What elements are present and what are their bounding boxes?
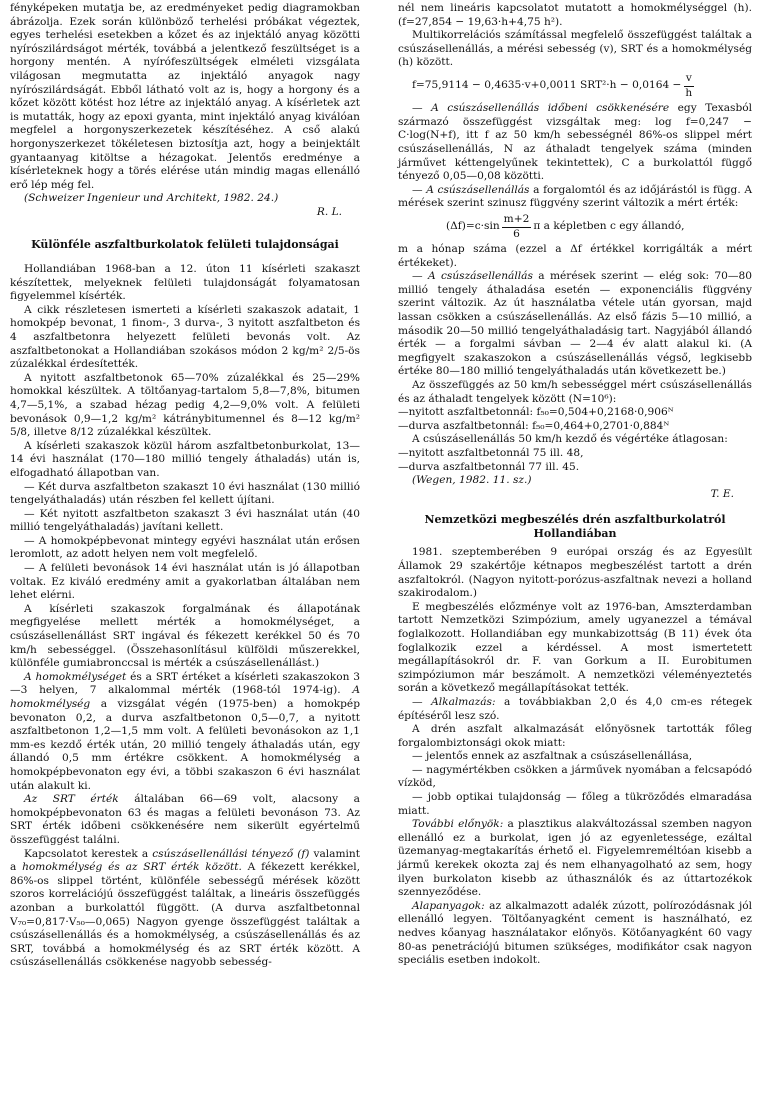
article2-para-homok — [10, 671, 360, 793]
right-column — [398, 2, 752, 968]
formula-numerator: v — [684, 72, 694, 87]
formula-line: —durva aszfaltbetonnál: f₅₀=0,464+0,2701·0,884ᴺ — [398, 419, 670, 432]
article2-cont: Az összefüggés az 50 km/h sebességgel mért csúszásellenállás és az áthaladt tengelyek között (N=10⁶): — [398, 379, 752, 405]
text: a forgalomtól és az időjárástól is függ. A mérések szerint szinusz függvény szerint változik a mért érték: — [398, 183, 752, 210]
article3-para: 1981. szeptemberében 9 európai ország és az Egyesült Államok 29 szakértője kétnapos megbeszélést tartott a drén aszfaltokról. (Nagyon nyitott-porózus-aszfaltnak nevezi a holland szakirodalom.) — [398, 546, 752, 600]
article2-para: — A felületi bevonások 14 évi használat után is jó állapotban voltak. Ez kiváló eredmény amit a gyakorlatban általában nem lehet elérni. — [10, 562, 360, 602]
article2-para: A kísérleti szakaszok forgalmának és állapotának megfigyelése mellett mérték a homokmélységet, a csúszásellenállást SRT ingával és fékezett kerékkel 50 és 70 km/h sebességgel. (Összehasonlításul külföldi műszerekkel, különféle gumiabronccsal is mérték a csúszásellenállást.) — [10, 602, 360, 670]
list-line: —durva aszfaltbetonnál 77 ill. 45. — [398, 460, 580, 473]
article2-para: — Két durva aszfaltbeton szakaszt 10 évi használat (130 millió tengelyáthaladás) után részben fel kellett újítani. — [10, 480, 360, 507]
text: és a SRT értéket a kísérleti szakaszokon 3—3 helyen, 7 alkalommal mérték (1968-tól 1974-ig). — [10, 670, 360, 697]
article2-para: A kísérleti szakaszok közül három aszfaltbetonburkolat, 13—14 évi használat (170—180 millió tengely áthaladás) után is, elfogadható állapotban van. — [10, 439, 360, 479]
em-text: A homokmélység — [10, 684, 360, 710]
formula-fraction — [683, 72, 694, 100]
em-text: További előnyök: — [412, 818, 504, 831]
formula-sinus — [398, 213, 752, 241]
formula-left: (Δf)=c·sin — [446, 220, 500, 233]
em-text: homokmélység és az SRT érték között. — [22, 861, 242, 874]
article2-title: Különféle aszfaltburkolatok felületi tulajdonságai — [31, 237, 339, 251]
em-text: csúszásellenállási tényező (f) — [152, 847, 310, 860]
article1-tail: fényképeken mutatja be, az eredményeket pedig diagramokban ábrázolja. Ezek során különböző terhelési próbákat végeztek, egyes terhelési esetekben a kőzet és az injektáló anyag közötti nyírószilárdságot mérték, továbbá a jelentkező feszültséget is a horgony mentén. A nyírófeszültségek elméleti vizsgálata világosan megmutatta az injektáló anyagok nagy nyírószilárdságát. Ebből látható volt az is, hogy a horgony és a kőzet között kötést hoz létre az injektáló anyag. A kísérletek azt is mutatták, hogy az epoxi gyanta, mint injektáló anyag kiválóan megfelel a horgonyszerkezetek készítéséhez. A cső alakú horgonyszerkezet tökéletesen biztosítja azt, hogy a beinjektált gyantaanyag kitöltse a hézagokat. Jelentős eredménye a kísérleteknek hogy a törés elérése után mindig magas ellenálló erő lép még fel. — [10, 2, 360, 191]
list-line: — nagymértékben csökken a járművek nyomában a felcsapódó vízköd, — [398, 763, 752, 790]
em-text: — A csúszásellenállás — [412, 270, 533, 283]
text: általában 66—69 volt, alacsony a homokpépbevonaton 63 és magas a felületi bevonáson 73. Az SRT érték időbeni csökkenésére nem sikerült egyértelmű összefüggést találni. — [10, 793, 361, 846]
text: A fékezett kerékkel, 86%-os slippel történt, különféle sebességű mérések között szoros korrelációjú összefüggést találtak, a lineáris összefüggés azonban a burkolattól függött. (A durva aszfaltbetonnal V₇₀=0,817·V₅₀—0,065) Nagyon gyenge összefüggést találtak a csúszásellenállás és a homokmélység, a csúszásellenállás és az SRT, továbbá a homokmélység és az SRT érték között. A csúszásellenállás csökkenése nagyobb sebesség- — [10, 861, 360, 969]
text: Kapcsolatot kerestek a — [24, 847, 153, 860]
article2-cont — [398, 270, 752, 379]
article2-para: Hollandiában 1968-ban a 12. úton 11 kísérleti szakaszt készítettek, melyeknek felületi tulajdonságát folyamatosan figyelemmel kísérték. — [10, 263, 360, 303]
em-text: — A csúszásellenállás — [412, 183, 530, 196]
article2-cont: nél nem lineáris kapcsolatot mutatott a homokmélységgel (h). (f=27,854 − 19,63·h+4,75 h²). — [398, 2, 752, 28]
article2-cont: Multikorrelációs számítással megfelelő összefüggést találtak a csúszásellenállás, a mérési sebesség (v), SRT és a homokmélység (h) között. — [398, 29, 752, 69]
article2-para: — A homokpépbevonat mintegy egyévi használat után erősen leromlott, az adott helyen nem volt megfelelő. — [10, 534, 360, 561]
em-text: Alapanyagok: — [412, 899, 485, 912]
text: az alkalmazott adalék zúzott, polírozódásnak jól ellenálló legyen. Töltőanyagként cement is használható, ez nedves kőanyag használatakor előnyös. Kötőanyagként 60 vagy 80-as penetrációjú bitumen szükséges, modifikátor csak nagyon speciális esetben indokolt. — [398, 899, 752, 967]
article2-cont: m a hónap száma (ezzel a Δf értékkel korrigálták a mért értékeket). — [398, 243, 752, 269]
formula-denominator: 6 — [513, 227, 520, 240]
left-column — [10, 2, 360, 970]
article3-para — [398, 818, 752, 900]
list-line: —nyitott aszfaltbetonnál 75 ill. 48, — [398, 447, 584, 459]
formula-right: π a képletben c egy állandó, — [533, 220, 685, 233]
em-text: — Alkalmazás: — [412, 695, 496, 708]
em-text: Az SRT érték — [24, 793, 119, 806]
formula-left: f=75,9114 − 0,4635·v+0,0011 SRT²·h − 0,0164 − — [412, 79, 682, 92]
formula-fraction — [502, 213, 532, 241]
em-text: A homokmélységet — [24, 670, 127, 683]
text: valamint a — [10, 847, 360, 874]
article3-title: Nemzetközi megbeszélés drén aszfaltburkolatról Hollandiában — [424, 513, 726, 540]
article1-signature: R. L. — [316, 205, 342, 218]
formula-multicorrelation — [398, 72, 752, 100]
article2-cont — [398, 102, 752, 184]
text: a továbbiakban 2,0 és 4,0 cm-es rétegek építéséről lesz szó. — [398, 695, 752, 722]
article2-para: — Két nyitott aszfaltbeton szakaszt 3 évi használat után (40 millió tengelyáthaladás) javítani kellett. — [10, 507, 360, 534]
article1-source: (Schweizer Ingenieur und Architekt, 1982. 24.) — [24, 192, 279, 205]
article2-para-kapcsolat — [10, 848, 360, 970]
article2-signature: T. E. — [710, 487, 734, 500]
article2-cont: A csúszásellenállás 50 km/h kezdő és végértéke átlagosan: — [412, 433, 728, 446]
article2-para: A nyitott aszfaltbetonok 65—70% zúzalékkal és 25—29% homokkal készültek. A töltőanyag-tartalom 5,8—7,8%, bitumen 4,7—5,1%, a szabad hézag pedig 4,2—9,0% volt. A felületi bevonások 0,9—1,2 kg/m² kátránybitumennel és 8—12 kg/m² 5/8, illetve 8/12 zúzalékkal készültek. — [10, 371, 360, 439]
text: a plasztikus alakváltozással szemben nagyon ellenálló ez a burkolat, igen jó az egyenletessége, ezáltal üzemanyag-megtakarítás érhető el. Figyelemreméltóan kisebb a jármű kerekek okozta zaj és nem elhanyagolható az sem, hogy ilyen burkolaton kisebb az úthasználók és az úttartozékok szennyeződése. — [398, 818, 753, 899]
text: a vizsgálat végén (1975-ben) a homokpép bevonaton 0,2, a durva aszfaltbetonon 0,5—0,7, a nyitott aszfaltbetonon 1,2—1,5 mm volt. A felületi bevonásokon az 1,1 mm-es kezdő érték után, 20 millió tengely áthaladás után, egy állandó 0,5 mm értékre csökkent. A homokmélység a homokpépbevonaton egy évi, a többi szakaszon 6 évi használat után alakult ki. — [10, 698, 360, 792]
article2-para: A cikk részletesen ismerteti a kísérleti szakaszok adatait, 1 homokpép bevonat, 1 finom-, 3 durva-, 3 nyitott aszfaltbeton és 4 aszfaltbetonra helyezett felületi bevonás volt. Az aszfaltbetonokat a Hollandiában szokásos módon 2 kg/m² 2/5-ös zúzalékkal érdesítették. — [10, 303, 360, 371]
article2-source: (Wegen, 1982. 11. sz.) — [412, 474, 532, 487]
text: a mérések szerint — elég sok: 70—80 millió tengely áthaladása esetén — exponenciális függvény szerint változik. Az út használatba vétele után gyorsan, majd lassan csökken a csúszásellenállás. Az első fázis 5—10 millió, a második 20—50 millió tengelyáthaladásig tart. Nagyjából állandó érték — a forgalmi sávban — 2—4 év alatt alakul ki. (A megfigyelt szakaszokon a csúszásellenállás végső, legkisebb értéke 80—180 millió tengelyáthaladás után következett be.) — [398, 270, 753, 378]
article3-para: A drén aszfalt alkalmazását előnyösnek tartották főleg forgalombiztonsági okok miatt: — [398, 723, 752, 749]
article3-para — [398, 900, 752, 968]
list-line: — jobb optikai tulajdonság — főleg a tükröződés elmaradása miatt. — [398, 791, 752, 817]
text: egy Texasból származó összefüggést vizsgáltak meg: log f=0,247 − C·log(N+f), itt f az 50 km/h sebességnél 86%-os slippel mért csúszásellenállás, N az áthaladt tengelyek száma (minden járművet kéttengelyűnek tekintettek), C a burkolattól függő tényező 0,05—0,08 közötti. — [398, 102, 752, 183]
formula-line: —nyitott aszfaltbetonnál: f₅₀=0,504+0,2168·0,906ᴺ — [398, 406, 674, 419]
em-text: — A csúszásellenállás időbeni csökkenésére — [412, 102, 670, 115]
formula-denominator: h — [685, 86, 693, 99]
article2-cont — [398, 184, 752, 211]
article3-para: E megbeszélés előzménye volt az 1976-ban, Amszterdamban tartott Nemzetközi Szimpózium, amely ugyanezzel a témával foglalkozott. Hollandiában egy munkabizottság (B 11) évek óta foglalkozik ezzel a kérdéssel. A most ismertetett megállapításokról dr. F. van Gorkum a II. Eurobitumen szimpóziumon már beszámolt. A nemzetközi véleményeztetés során a következő megállapításokat tették. — [398, 600, 752, 695]
article3-para — [398, 696, 752, 723]
formula-numerator: m+2 — [502, 213, 532, 228]
article2-para-srt — [10, 793, 360, 847]
list-line: — jelentős ennek az aszfaltnak a csúszásellenállása, — [412, 750, 693, 763]
